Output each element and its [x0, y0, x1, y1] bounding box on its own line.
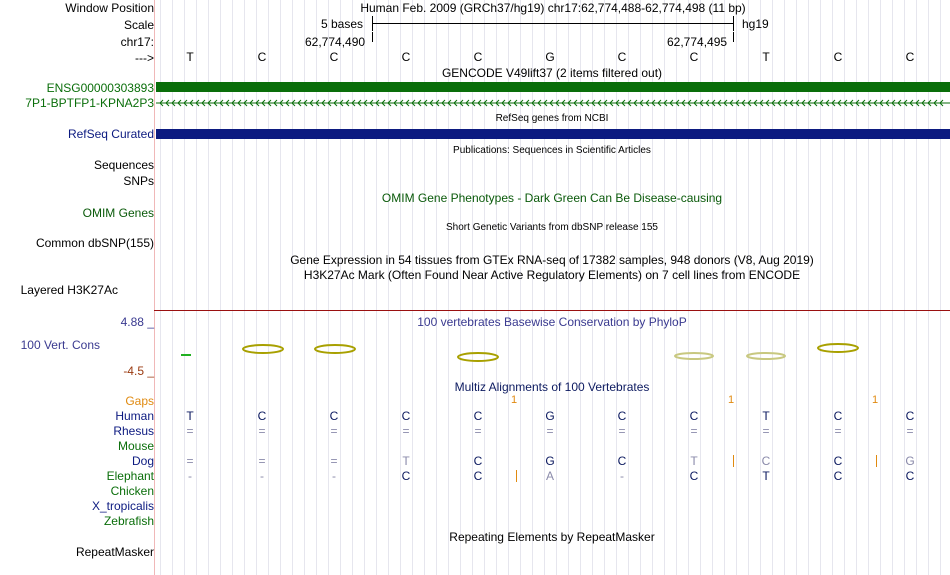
- alignment-base: G: [905, 454, 915, 468]
- repeatmasker-label[interactable]: RepeatMasker: [75, 545, 154, 559]
- species-label[interactable]: Mouse: [117, 439, 154, 453]
- species-label[interactable]: Chicken: [110, 484, 154, 498]
- gencode-item-1-label[interactable]: ENSG00000303893: [46, 81, 154, 95]
- alignment-base: C: [329, 409, 339, 423]
- species-label[interactable]: Rhesus: [113, 424, 154, 438]
- gencode-item-2-label[interactable]: 7P1-BPTFP1-KPNA2P3: [25, 96, 154, 110]
- conservation-label[interactable]: 100 Vert. Cons: [20, 338, 100, 352]
- alignment-base: C: [689, 469, 699, 483]
- window-position-label: Window Position: [65, 1, 154, 15]
- alignment-base: C: [905, 409, 915, 423]
- alignment-base: =: [474, 424, 482, 438]
- alignment-base: =: [186, 454, 194, 468]
- position-right-tick: [733, 32, 734, 42]
- label-divider: [154, 0, 155, 575]
- alignment-base: C: [401, 469, 411, 483]
- alignment-base: T: [762, 469, 770, 483]
- reference-base: C: [401, 50, 411, 64]
- reference-base: C: [329, 50, 339, 64]
- alignment-base: C: [833, 454, 843, 468]
- gencode-track-title[interactable]: GENCODE V49lift37 (2 items filtered out): [441, 66, 663, 80]
- alignment-base: C: [833, 409, 843, 423]
- dbsnp-label[interactable]: Common dbSNP(155): [35, 236, 154, 250]
- species-label[interactable]: Zebrafish: [103, 514, 154, 528]
- alignment-base: =: [834, 424, 842, 438]
- alignment-base: -: [332, 469, 336, 483]
- gap-count: 1: [727, 394, 735, 406]
- reference-base: C: [833, 50, 843, 64]
- conservation-mark: [458, 353, 498, 361]
- conservation-mark: [675, 353, 713, 359]
- alignment-base: C: [833, 469, 843, 483]
- conservation-mark: [315, 345, 355, 353]
- alignment-base: =: [618, 424, 626, 438]
- conservation-mark: [747, 353, 785, 359]
- window-position-value: Human Feb. 2009 (GRCh37/hg19) chr17:62,774,488-62,774,498 (11 bp): [360, 1, 746, 15]
- species-label[interactable]: X_tropicalis: [91, 499, 154, 513]
- refseq-track-title[interactable]: RefSeq genes from NCBI: [495, 113, 609, 124]
- alignment-base: -: [620, 469, 624, 483]
- alignment-base: G: [545, 409, 555, 423]
- sequences-label[interactable]: Sequences: [93, 158, 154, 172]
- alignment-base: =: [330, 424, 338, 438]
- reference-base: T: [186, 50, 194, 64]
- reference-base: T: [762, 50, 770, 64]
- alignment-base: =: [546, 424, 554, 438]
- gencode-item-1-feature[interactable]: [156, 82, 950, 92]
- reference-base: C: [473, 50, 483, 64]
- scale-assembly: hg19: [742, 17, 769, 31]
- gencode-item-2-feature[interactable]: [156, 97, 950, 109]
- reference-base: C: [257, 50, 267, 64]
- reference-base: C: [617, 50, 627, 64]
- refseq-curated-feature[interactable]: [156, 129, 950, 139]
- alignment-base: =: [906, 424, 914, 438]
- gap-count: 1: [871, 394, 879, 406]
- reference-base: C: [689, 50, 699, 64]
- conservation-plot: [156, 340, 950, 362]
- strand-label: --->: [135, 51, 154, 65]
- dbsnp-track-title[interactable]: Short Genetic Variants from dbSNP release 155: [446, 222, 658, 233]
- reference-base: C: [905, 50, 915, 64]
- alignment-base: =: [762, 424, 770, 438]
- alignment-base: =: [186, 424, 194, 438]
- alignment-base: T: [186, 409, 194, 423]
- conservation-mark: [243, 345, 283, 353]
- alignment-base: C: [617, 454, 627, 468]
- insertion-marker: [733, 455, 734, 467]
- position-left: 62,774,490: [305, 35, 366, 49]
- reference-base: G: [545, 50, 555, 64]
- conservation-track-title[interactable]: 100 vertebrates Basewise Conservation by PhyloP: [417, 315, 687, 329]
- scale-text: 5 bases: [321, 17, 364, 31]
- refseq-curated-label[interactable]: RefSeq Curated: [67, 127, 154, 141]
- h3k27ac-track-title[interactable]: H3K27Ac Mark (Often Found Near Active Regulatory Elements) on 7 cell lines from ENCODE: [303, 268, 801, 282]
- alignment-base: C: [905, 469, 915, 483]
- alignment-base: C: [473, 469, 483, 483]
- repeatmasker-track-title[interactable]: Repeating Elements by RepeatMasker: [449, 530, 655, 544]
- snps-label[interactable]: SNPs: [123, 174, 154, 188]
- scale-bar: [372, 23, 734, 24]
- insertion-marker: [516, 470, 517, 482]
- conservation-mark: [181, 354, 191, 356]
- alignment-base: C: [761, 454, 771, 468]
- alignment-base: C: [473, 454, 483, 468]
- conservation-min-label: -4.5 _: [123, 364, 154, 378]
- alignment-base: =: [402, 424, 410, 438]
- alignment-base: -: [260, 469, 264, 483]
- alignment-base: =: [690, 424, 698, 438]
- alignment-base: C: [401, 409, 411, 423]
- alignment-base: G: [545, 454, 555, 468]
- h3k27ac-baseline: [154, 310, 950, 311]
- publications-track-title[interactable]: Publications: Sequences in Scientific Articles: [453, 145, 651, 156]
- alignment-base: -: [188, 469, 192, 483]
- alignment-base: =: [330, 454, 338, 468]
- species-label[interactable]: Human: [115, 409, 154, 423]
- scale-bar-right-tick: [733, 16, 734, 31]
- alignment-base: T: [402, 454, 410, 468]
- omim-genes-label[interactable]: OMIM Genes: [82, 206, 154, 220]
- alignment-base: C: [617, 409, 627, 423]
- species-label[interactable]: Elephant: [106, 469, 154, 483]
- alignment-base: =: [258, 454, 266, 468]
- gap-count: 1: [510, 394, 518, 406]
- alignment-base: C: [257, 409, 267, 423]
- conservation-max-label: 4.88 _: [120, 315, 154, 329]
- position-left-tick: [372, 32, 373, 42]
- position-right: 62,774,495: [667, 35, 728, 49]
- insertion-marker: [876, 455, 877, 467]
- chrom-label: chr17:: [120, 35, 154, 49]
- alignment-base: C: [473, 409, 483, 423]
- scale-label: Scale: [123, 18, 154, 32]
- conservation-mark: [818, 344, 858, 352]
- gtex-track-title[interactable]: Gene Expression in 54 tissues from GTEx RNA-seq of 17382 samples, 948 donors (V8, Aug 2019): [290, 253, 814, 267]
- gaps-label: Gaps: [125, 394, 154, 408]
- alignment-base: T: [762, 409, 770, 423]
- species-label[interactable]: Dog: [131, 454, 154, 468]
- alignment-base: C: [689, 409, 699, 423]
- h3k27ac-label[interactable]: Layered H3K27Ac: [20, 283, 118, 297]
- alignment-base: T: [690, 454, 698, 468]
- omim-track-title[interactable]: OMIM Gene Phenotypes - Dark Green Can Be Disease-causing: [381, 191, 723, 205]
- alignment-base: A: [545, 469, 555, 483]
- alignment-base: =: [258, 424, 266, 438]
- multiz-track-title[interactable]: Multiz Alignments of 100 Vertebrates: [454, 380, 650, 394]
